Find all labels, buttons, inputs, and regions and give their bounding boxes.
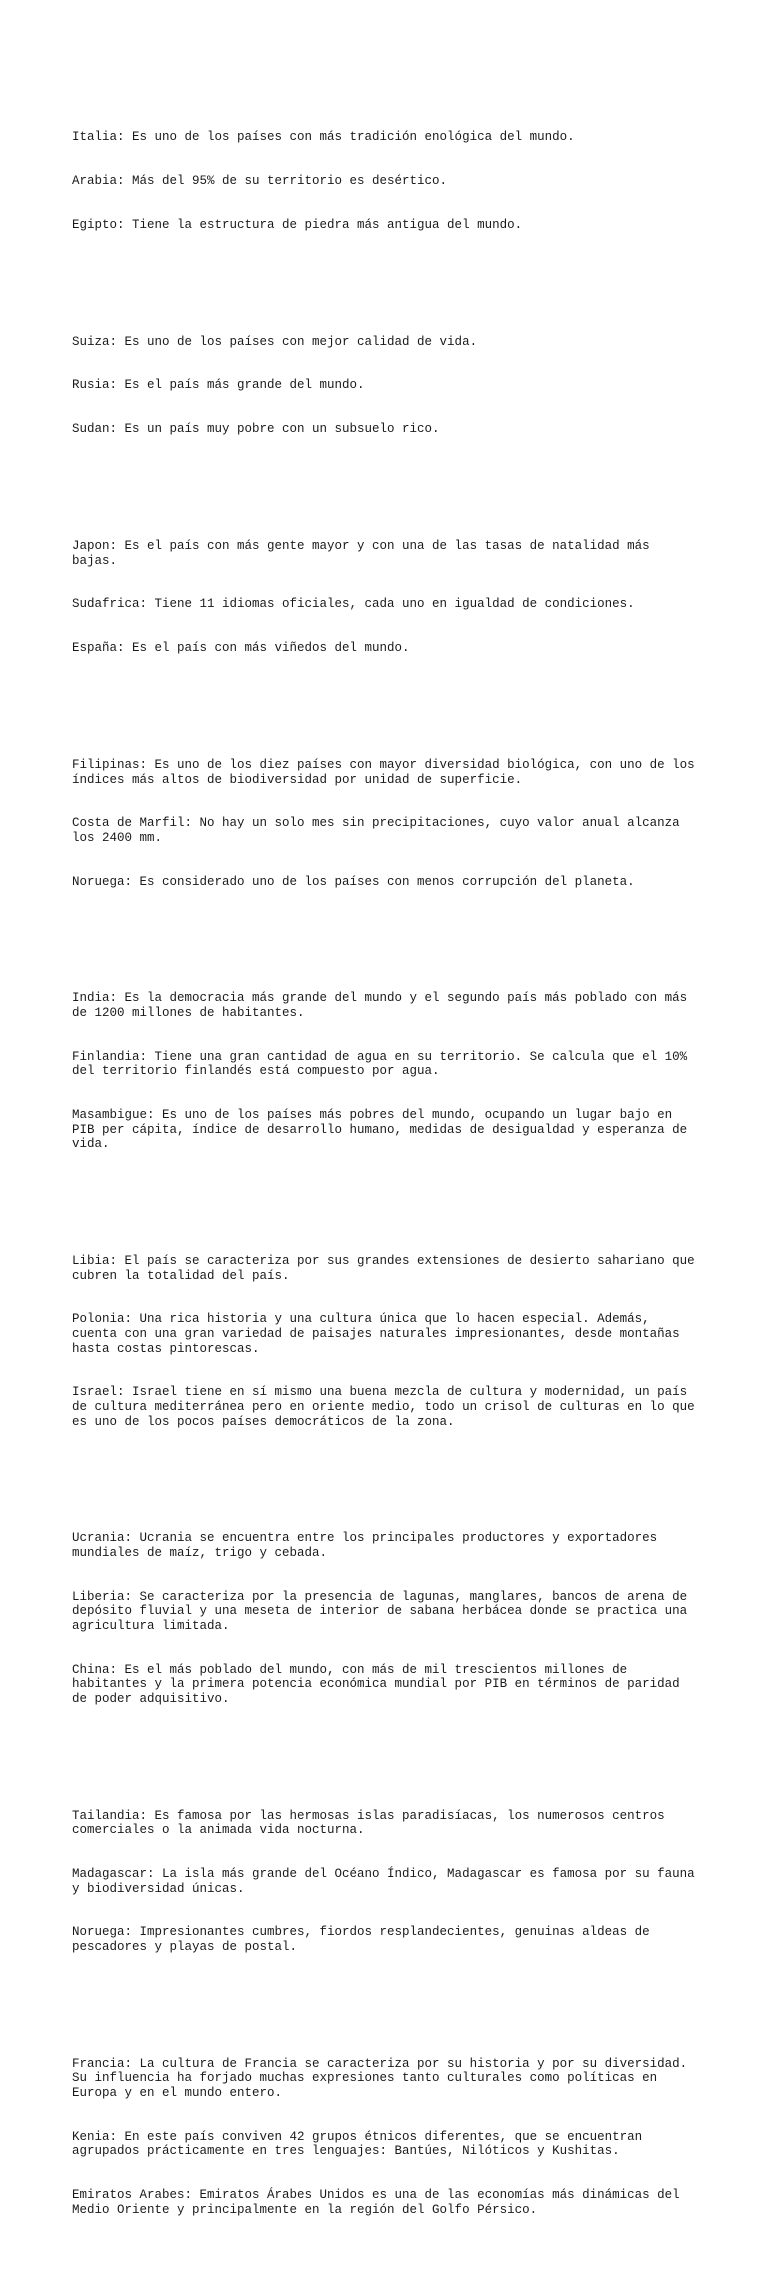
country-entry: Italia: Es uno de los países con más tradición enológica del mundo. (72, 130, 575, 145)
country-entry: Rusia: Es el país más grande del mundo. (72, 378, 365, 393)
paragraph-group (72, 1779, 702, 1983)
country-entry: Suiza: Es uno de los países con mejor calidad de vida. (72, 334, 478, 349)
country-entry: Tailandia: Es famosa por las hermosas islas paradisíacas, los numerosos centros comerciales o la animada vida nocturna. (72, 1808, 673, 1838)
country-entry: China: Es el más poblado del mundo, con más de mil trescientos millones de habitantes y la primera potencia económica mundial por PIB en términos de paridad de poder adquisitivo. (72, 1662, 688, 1706)
country-entry: Polonia: Una rica historia y una cultura única que lo hacen especial. Además, cuenta con una gran variedad de paisajes naturales impresionantes, desde montañas hasta costas pintorescas. (72, 1312, 688, 1356)
country-entry: Costa de Marfil: No hay un solo mes sin precipitaciones, cuyo valor anual alcanza los 2400 mm. (72, 816, 688, 845)
document-page (72, 72, 702, 2276)
country-entry: Masambigue: Es uno de los países más pobres del mundo, ocupando un lugar bajo en PIB per cápita, índice de desarrollo humano, medidas de desigualdad y esperanza de vida. (72, 1108, 695, 1152)
country-entry: Liberia: Se caracteriza por la presencia de lagunas, manglares, bancos de arena de depósito fluvial y una meseta de interior de sabana herbácea donde se practica una agricultura limitada. (72, 1589, 695, 1633)
country-entry: Noruega: Es considerado uno de los países con menos corrupción del planeta. (72, 874, 635, 889)
paragraph-group (72, 962, 702, 1181)
country-entry: Emiratos Arabes: Emiratos Árabes Unidos es una de las economías más dinámicas del Medio Oriente y principalmente en la región del Golfo Pérsico. (72, 2188, 688, 2217)
country-entry: Arabia: Más del 95% de su territorio es desértico. (72, 174, 448, 189)
country-entry: Kenia: En este país conviven 42 grupos étnicos diferentes, que se encuentran agrupados prácticamente en tres lenguajes: Bantúes, Nilóticos y Kushitas. (72, 2129, 650, 2159)
country-entry: Sudafrica: Tiene 11 idiomas oficiales, cada uno en igualdad de condiciones. (72, 597, 635, 612)
paragraph-group (72, 510, 702, 685)
country-entry: España: Es el país con más viñedos del mundo. (72, 641, 410, 656)
paragraph-group (72, 101, 702, 262)
country-entry: Ucrania: Ucrania se encuentra entre los principales productores y exportadores mundiales de maíz, trigo y cebada. (72, 1531, 665, 1560)
country-entry: Noruega: Impresionantes cumbres, fiordos resplandecientes, genuinas aldeas de pescadores y playas de postal. (72, 1925, 658, 1954)
paragraph-group (72, 1225, 702, 1459)
country-entry: India: Es la democracia más grande del mundo y el segundo país más poblado con más de 1200 millones de habitantes. (72, 991, 695, 1020)
country-entry: Madagascar: La isla más grande del Océano Índico, Madagascar es famosa por su fauna y biodiversidad únicas. (72, 1867, 703, 1896)
country-entry: Filipinas: Es uno de los diez países con mayor diversidad biológica, con uno de los índices más altos de biodiversidad por unidad de superficie. (72, 757, 703, 787)
paragraph-group (72, 1502, 702, 1736)
country-entry: Japon: Es el país con más gente mayor y con una de las tasas de natalidad más bajas. (72, 539, 658, 568)
country-entry: Sudan: Es un país muy pobre con un subsuelo rico. (72, 422, 440, 437)
country-entry: Egipto: Tiene la estructura de piedra más antigua del mundo. (72, 217, 523, 232)
country-entry: Francia: La cultura de Francia se caracteriza por su historia y por su diversidad. Su influencia ha forjado muchas expresiones tanto culturales como políticas en Europa y en el mundo entero. (72, 2056, 695, 2100)
country-entry: Finlandia: Tiene una gran cantidad de agua en su territorio. Se calcula que el 10% del territorio finlandés está compuesto por agua. (72, 1049, 695, 1079)
paragraph-group (72, 2028, 702, 2247)
paragraph-group (72, 729, 702, 919)
country-entry: Libia: El país se caracteriza por sus grandes extensiones de desierto sahariano que cubren la totalidad del país. (72, 1254, 703, 1283)
paragraph-group (72, 306, 702, 467)
country-entry: Israel: Israel tiene en sí mismo una buena mezcla de cultura y modernidad, un país de cultura mediterránea pero en oriente medio, todo un crisol de culturas en lo que es uno de los pocos países democráticos de la zona. (72, 1385, 703, 1429)
